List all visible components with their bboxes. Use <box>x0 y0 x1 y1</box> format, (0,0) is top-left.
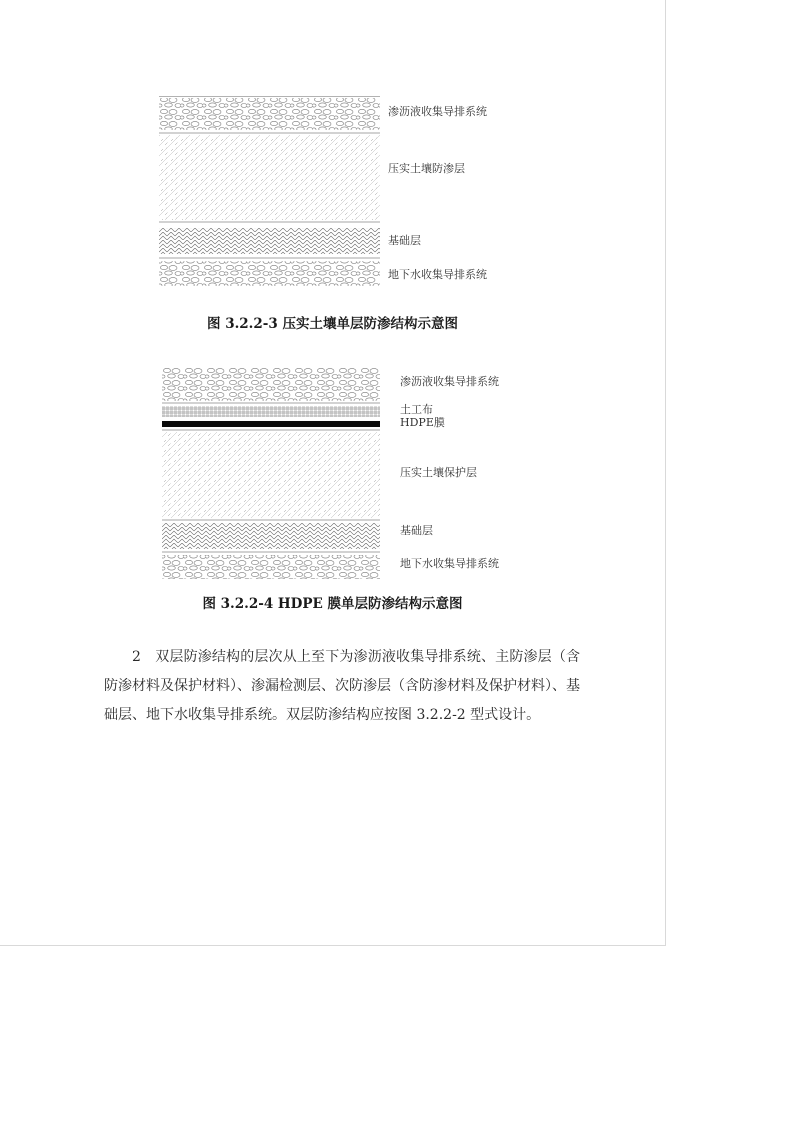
layer-foundation <box>159 228 380 254</box>
label-groundwater-drainage: 地下水收集导排系统 <box>388 268 487 281</box>
layer-leachate-drainage <box>159 98 380 130</box>
figure-caption: 图 3.2.2-4 HDPE 膜单层防渗结构示意图 <box>202 596 463 612</box>
figure-hdpe-single-liner <box>0 360 665 620</box>
body-paragraph: 2 双层防渗结构的层次从上至下为渗沥液收集导排系统、主防渗层（含防渗材料及保护材料）、渗漏检测层、次防渗层（含防渗材料及保护材料）、基础层、地下水收集导排系统。双层防渗结构应按图 3.2.2-2 型式设计。 <box>104 649 580 723</box>
layer-groundwater-drainage <box>162 555 380 579</box>
label-compacted-soil-liner: 压实土壤防渗层 <box>388 162 465 175</box>
layer-hdpe-membrane <box>162 421 380 427</box>
label-leachate-drainage: 渗沥液收集导排系统 <box>400 375 499 388</box>
label-compacted-soil-protection: 压实土壤保护层 <box>400 466 477 479</box>
figure-compacted-soil-single-liner <box>0 0 665 340</box>
label-foundation: 基础层 <box>388 234 421 247</box>
layer-groundwater-drainage <box>159 261 380 286</box>
layer-diagram-1 <box>159 96 380 288</box>
layer-geotextile <box>162 406 380 417</box>
label-leachate-drainage: 渗沥液收集导排系统 <box>388 105 487 118</box>
layer-diagram-2 <box>162 367 380 579</box>
label-geotextile: 土工布 <box>400 403 433 416</box>
label-foundation: 基础层 <box>400 524 433 537</box>
layer-foundation <box>162 523 380 549</box>
figure-caption: 图 3.2.2-3 压实土壤单层防渗结构示意图 <box>207 316 458 332</box>
layer-leachate-drainage <box>162 367 380 401</box>
layer-compacted-soil <box>159 135 380 220</box>
label-hdpe-membrane: HDPE膜 <box>400 416 445 429</box>
layer-compacted-soil-protection <box>162 432 380 518</box>
label-groundwater-drainage: 地下水收集导排系统 <box>400 557 499 570</box>
